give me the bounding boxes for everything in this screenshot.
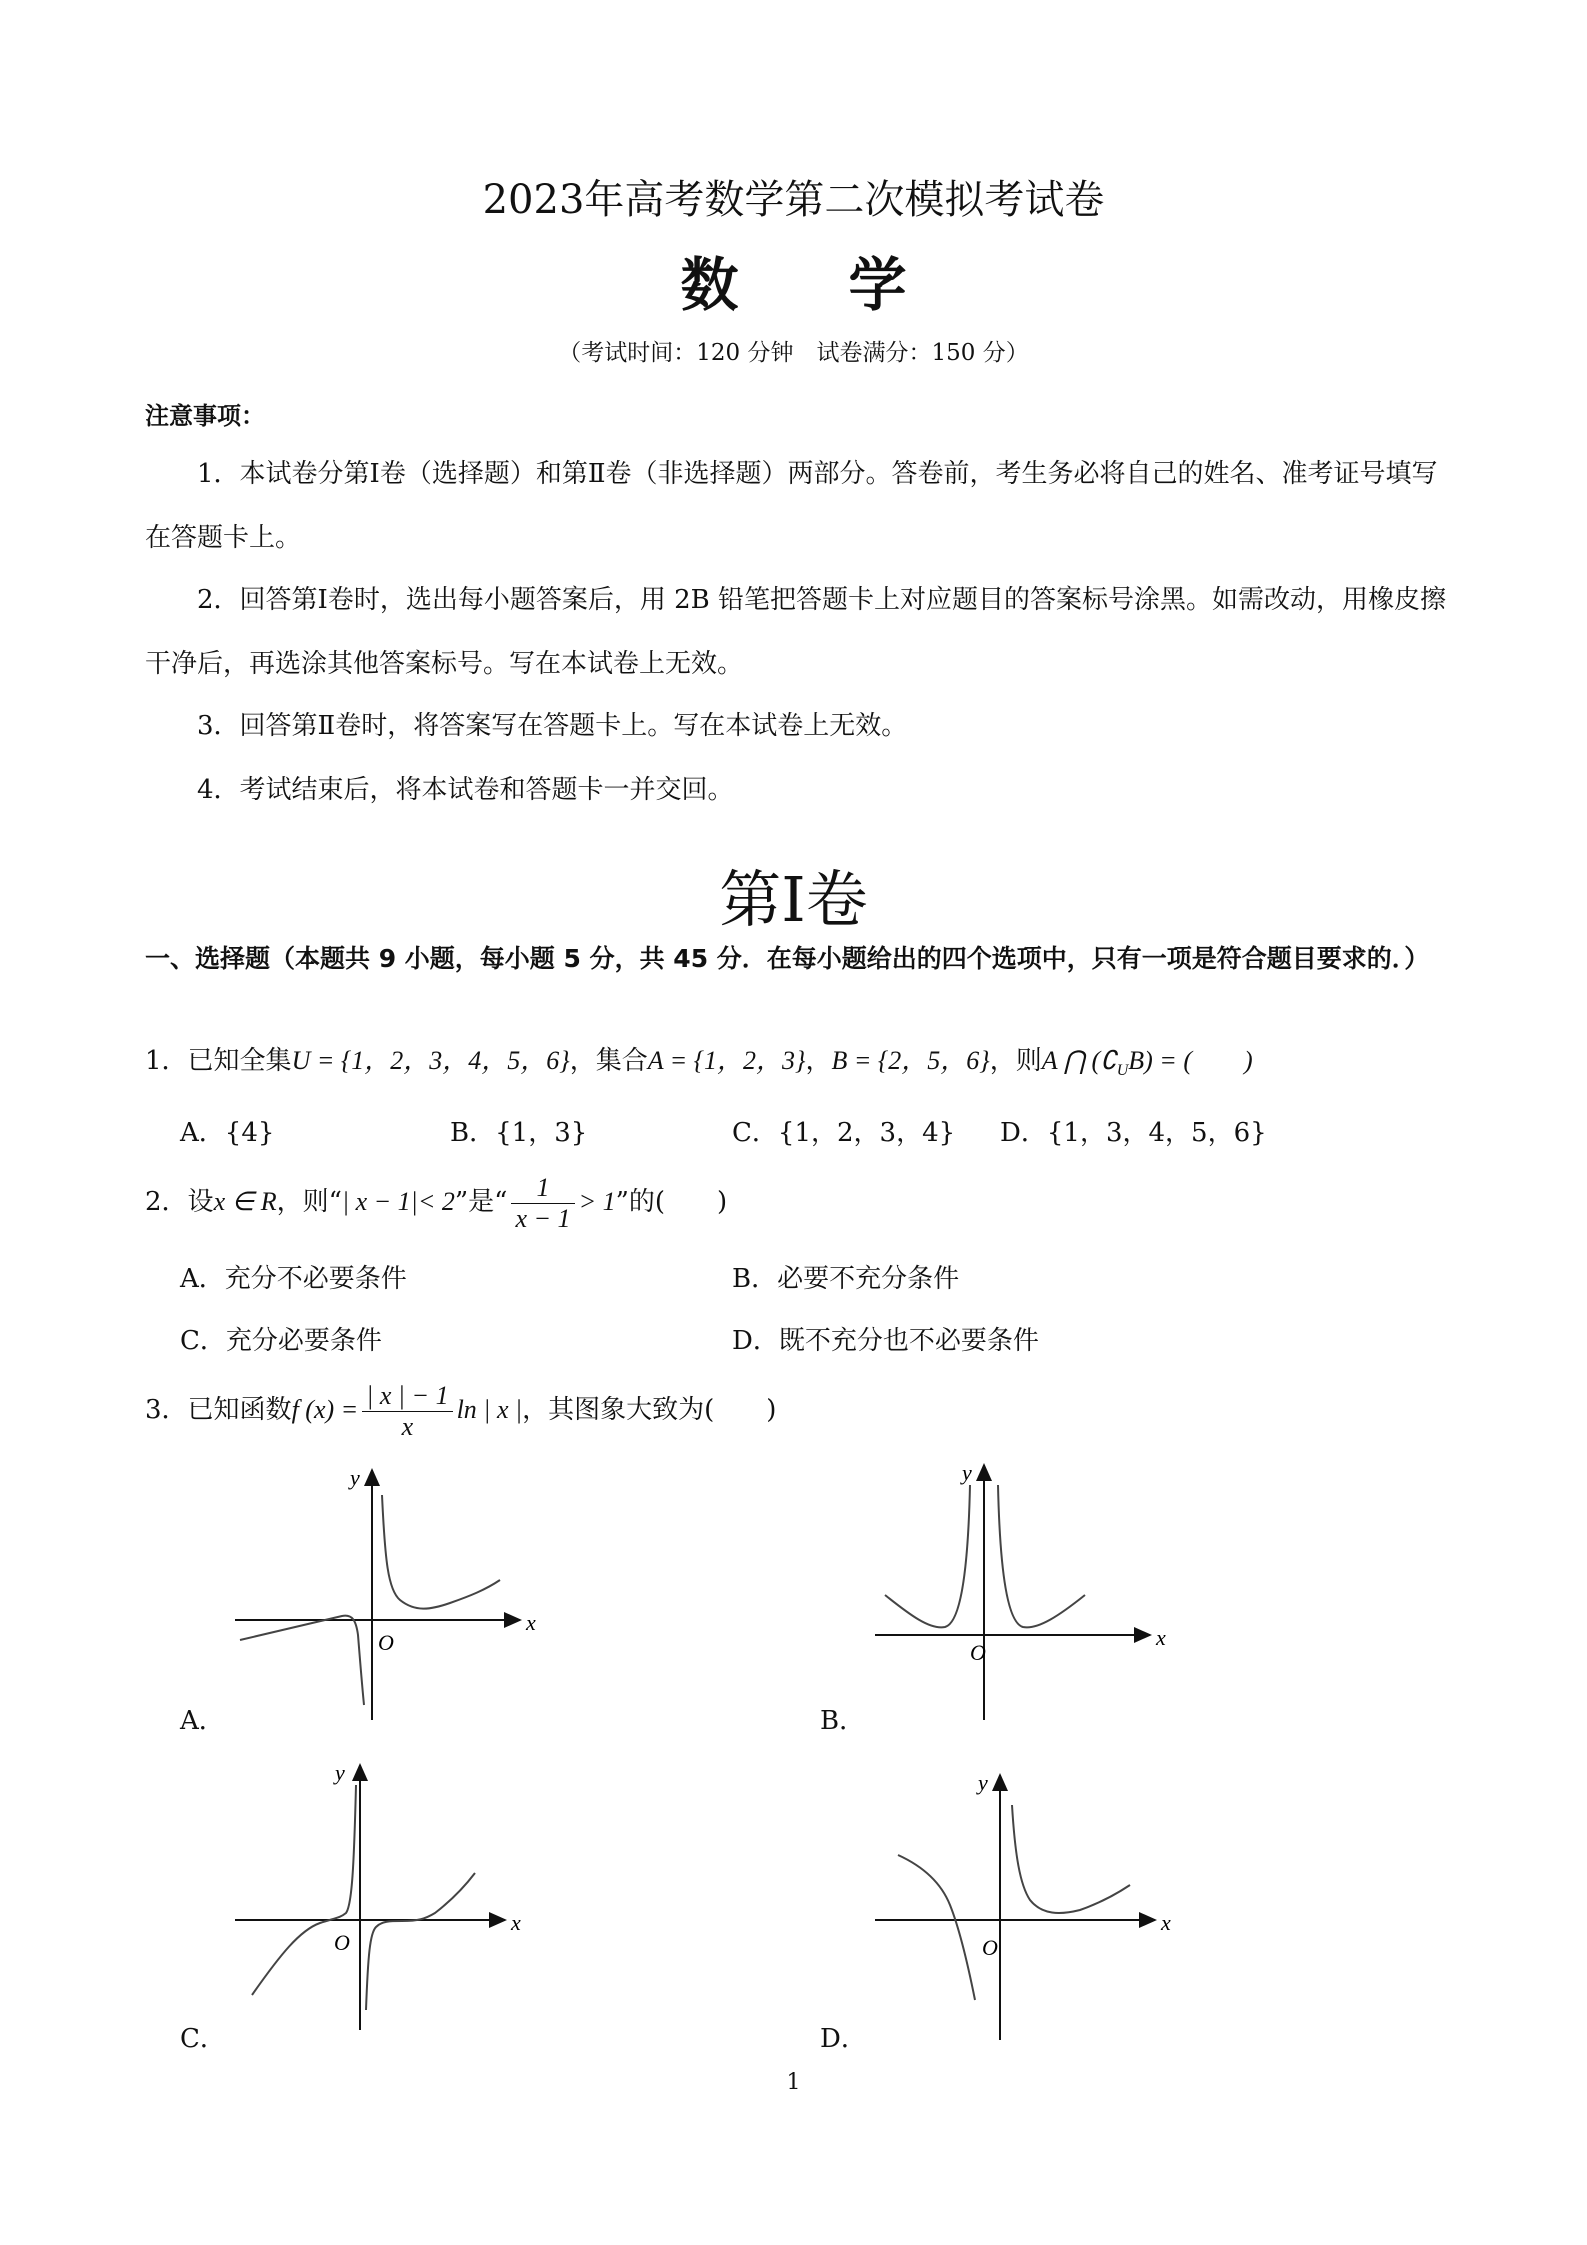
math-expression: B = {2，5，6} [831,1046,990,1075]
origin-label: O [970,1640,986,1665]
q2-option-d[interactable] [732,1320,1039,1357]
notice-heading: 注意事项： [145,402,265,430]
graph-a-label[interactable]: A． [180,1706,225,1736]
math-expression: A ⋂ (∁ [1041,1046,1117,1075]
y-axis-label: y [350,1465,360,1490]
origin-label: O [334,1930,350,1955]
q1-option-a[interactable] [180,1112,274,1149]
section-title: 一、选择题（本题共 9 小题，每小题 5 分，共 45 分．在每小题给出的四个选项中，只有一项是符合题目要求的．） [145,944,1430,973]
origin-label: O [982,1935,998,1960]
graph-b-label[interactable]: B． [820,1706,866,1736]
graph-c-label[interactable]: C． [180,2024,226,2054]
fraction-numerator: 1 [511,1173,574,1204]
graph-d-label[interactable]: D． [820,2024,867,2054]
q1-option-d[interactable] [1000,1112,1267,1149]
math-expression: | x − 1|< 2 [341,1187,455,1216]
question-number: 1． [145,1046,188,1076]
page-number: 1 [786,2070,801,2095]
y-axis-label: y [335,1760,345,1785]
exam-title: 2023年高考数学第二次模拟考试卷 [482,177,1105,223]
math-subscript: U [1116,1062,1129,1080]
fraction [362,1381,452,1442]
math-expression: x ∈ R [213,1187,277,1216]
subject-title [0,238,1587,322]
subject-char-2: 学 [848,251,907,319]
option-label: C． [732,1118,778,1148]
notice-item-1: 1．本试卷分第Ⅰ卷（选择题）和第Ⅱ卷（非选择题）两部分。答卷前，考生务必将自己的姓名、准考证号填写在答题卡上。 [145,459,1438,553]
y-axis-label: y [962,1460,972,1485]
x-axis-label: x [1161,1910,1171,1935]
math-expression: > 1 [578,1187,616,1216]
option-text: 既不充分也不必要条件 [778,1326,1039,1356]
fraction-denominator: x − 1 [515,1203,571,1233]
curve-left-branch [252,1785,356,1995]
q2-option-c[interactable] [180,1320,382,1357]
math-expression: f (x) = [291,1395,359,1424]
curve-left-branch [240,1616,364,1705]
question-text: 已知全集 [187,1046,292,1076]
notice-item-2: 2．回答第Ⅰ卷时，选出每小题答案后，用 2B 铅笔把答题卡上对应题目的答案标号涂黑。如需改动，用橡皮擦干净后，再选涂其他答案标号。写在本试卷上无效。 [145,585,1446,679]
y-axis-label: y [978,1770,988,1795]
option-text: 充分不必要条件 [224,1264,407,1294]
question-2 [145,1170,727,1234]
question-1 [145,1040,1253,1080]
question-text: ”的( ) [615,1187,728,1217]
question-number: 2． [145,1187,188,1217]
x-axis-label: x [511,1910,521,1935]
notice-item-3: 3．回答第Ⅱ卷时，将答案写在答题卡上。写在本试卷上无效。 [197,711,908,741]
question-text: ”是“ [454,1187,508,1217]
graph-option-a[interactable] [230,1460,550,1730]
question-number: 3． [145,1395,188,1425]
option-text: {4} [224,1118,275,1148]
curve-right-branch [382,1495,500,1609]
graph-option-d[interactable] [870,1765,1180,2045]
question-3 [145,1378,776,1442]
math-expression: U = {1，2，3，4，5，6} [291,1046,570,1075]
option-text: 充分必要条件 [225,1326,382,1356]
math-expression: ln | x | [456,1395,523,1424]
option-text: 必要不充分条件 [777,1264,960,1294]
graph-option-b[interactable] [870,1455,1170,1725]
option-label: A． [180,1118,225,1148]
fraction-denominator: x [401,1411,414,1441]
option-label: A． [180,1264,225,1294]
q1-option-c[interactable] [732,1112,955,1149]
fraction [511,1173,574,1234]
q1-option-b[interactable] [450,1112,587,1149]
question-text: ，则“ [276,1187,342,1217]
notice-item-4: 4．考试结束后，将本试卷和答题卡一并交回。 [197,775,734,805]
question-text: ，其图象大致为( ) [522,1395,777,1425]
q2-option-a[interactable] [180,1258,407,1295]
math-expression: A = {1，2，3} [647,1046,806,1075]
fraction-numerator: | x | − 1 [362,1381,452,1412]
option-label: C． [180,1326,226,1356]
curve-right-branch [998,1485,1085,1627]
curve-right-branch [366,1873,475,2010]
option-label: B． [732,1264,778,1294]
question-text: ，则 [989,1046,1042,1076]
option-text: {1，3，4，5，6} [1046,1118,1267,1148]
volume-title: 第Ⅰ卷 [719,863,868,936]
curve-right-branch [1012,1805,1130,1913]
x-axis-label: x [526,1610,536,1635]
option-label: B． [450,1118,496,1148]
option-text: {1，3} [495,1118,588,1148]
question-text: ，集合 [569,1046,648,1076]
origin-label: O [378,1630,394,1655]
option-label: D． [732,1326,779,1356]
curve-left-branch [885,1485,970,1627]
option-label: D． [1000,1118,1047,1148]
exam-info: （考试时间：120 分钟 试卷满分：150 分） [558,340,1029,366]
graph-option-c[interactable] [230,1755,550,2035]
option-text: {1，2，3，4} [777,1118,956,1148]
question-text: ， [805,1046,832,1076]
curve-left-branch [898,1855,975,2000]
q2-option-b[interactable] [732,1258,959,1295]
x-axis-label: x [1156,1625,1166,1650]
math-expression: B) = ( ) [1128,1046,1253,1075]
question-text: 设 [187,1187,214,1217]
subject-char-1: 数 [680,251,739,319]
question-text: 已知函数 [187,1395,292,1425]
